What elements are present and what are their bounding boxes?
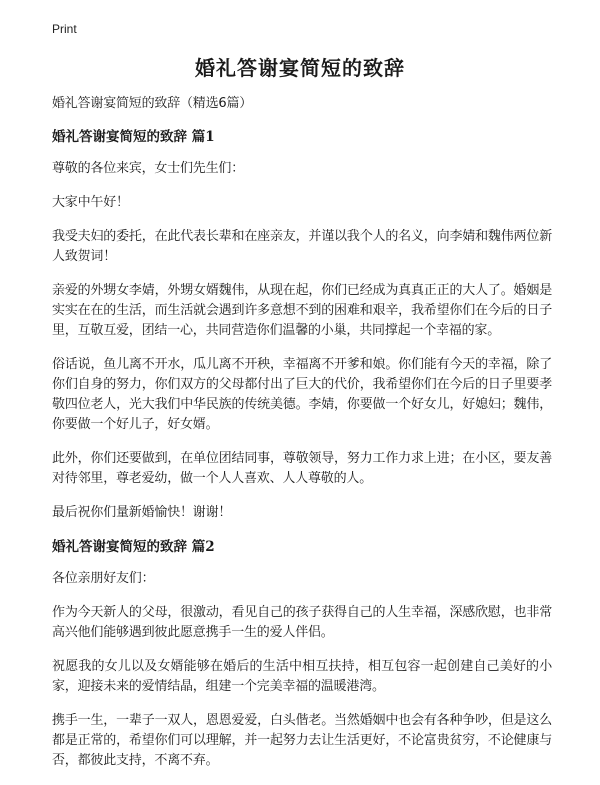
paragraph: 祝愿我的女儿以及女婿能够在婚后的生活中相互扶持，相互包容一起创建自己美好的小家，迎接未来的爱情结晶，组建一个完美幸福的温暖港湾。 (52, 659, 552, 694)
document-body (52, 94, 552, 785)
page-title: 婚礼答谢宴简短的致辞 (195, 56, 405, 80)
paragraph: 携手一生，一辈子一双人，恩恩爱爱，白头偕老。当然婚姻中也会有各种争吵，但是这么都是正常的，希望你们可以理解，并一起努力去让生活更好，不论富贵贫穷，不论健康与否，都彼此支持，不离不弃。 (52, 713, 552, 768)
paragraph: 各位亲朋好友们： (52, 571, 155, 586)
document-subtitle: 婚礼答谢宴简短的致辞（精选6篇） (52, 96, 253, 111)
paragraph: 我受夫妇的委托，在此代表长辈和在座亲友，并谨以我个人的名义，向李婧和魏伟两位新人致贺词！ (52, 229, 552, 264)
paragraph: 最后祝你们量新婚愉快！谢谢！ (52, 505, 232, 520)
section-heading-2: 婚礼答谢宴简短的致辞 篇2 (52, 539, 215, 555)
paragraph: 大家中午好！ (52, 195, 129, 210)
paragraph: 此外，你们还要做到，在单位团结同事，尊敬领导，努力工作力求上进；在小区，要友善对待邻里，尊老爱幼，做一个人人喜欢、人人尊敬的人。 (52, 451, 552, 486)
paragraph: 作为今天新人的父母，很激动，看见自己的孩子获得自己的人生幸福，深感欣慰，也非常高兴他们能够遇到彼此愿意携手一生的爱人伴侣。 (52, 605, 552, 640)
print-link[interactable]: Print (52, 22, 77, 36)
paragraph: 俗话说，鱼儿离不开水，瓜儿离不开秧，幸福离不开爹和娘。你们能有今天的幸福，除了你们自身的努力，你们双方的父母都付出了巨大的代价，我希望你们在今后的日子里要孝敬四位老人，光大我们中华民族的传统美德。李婧，你要做一个好女儿，好媳妇；魏伟，你要做一个好儿子，好女婿。 (52, 357, 552, 432)
paragraph: 亲爱的外甥女李婧，外甥女婿魏伟，从现在起，你们已经成为真真正正的大人了。婚姻是实实在在的生活，而生活就会遇到许多意想不到的困难和艰辛，我希望你们在今后的日子里，互敬互爱，团结一心，共同营造你们温馨的小巢，共同撑起一个幸福的家。 (52, 283, 552, 338)
section-heading-1: 婚礼答谢宴简短的致辞 篇1 (52, 129, 215, 145)
paragraph: 尊敬的各位来宾，女士们先生们： (52, 161, 245, 176)
